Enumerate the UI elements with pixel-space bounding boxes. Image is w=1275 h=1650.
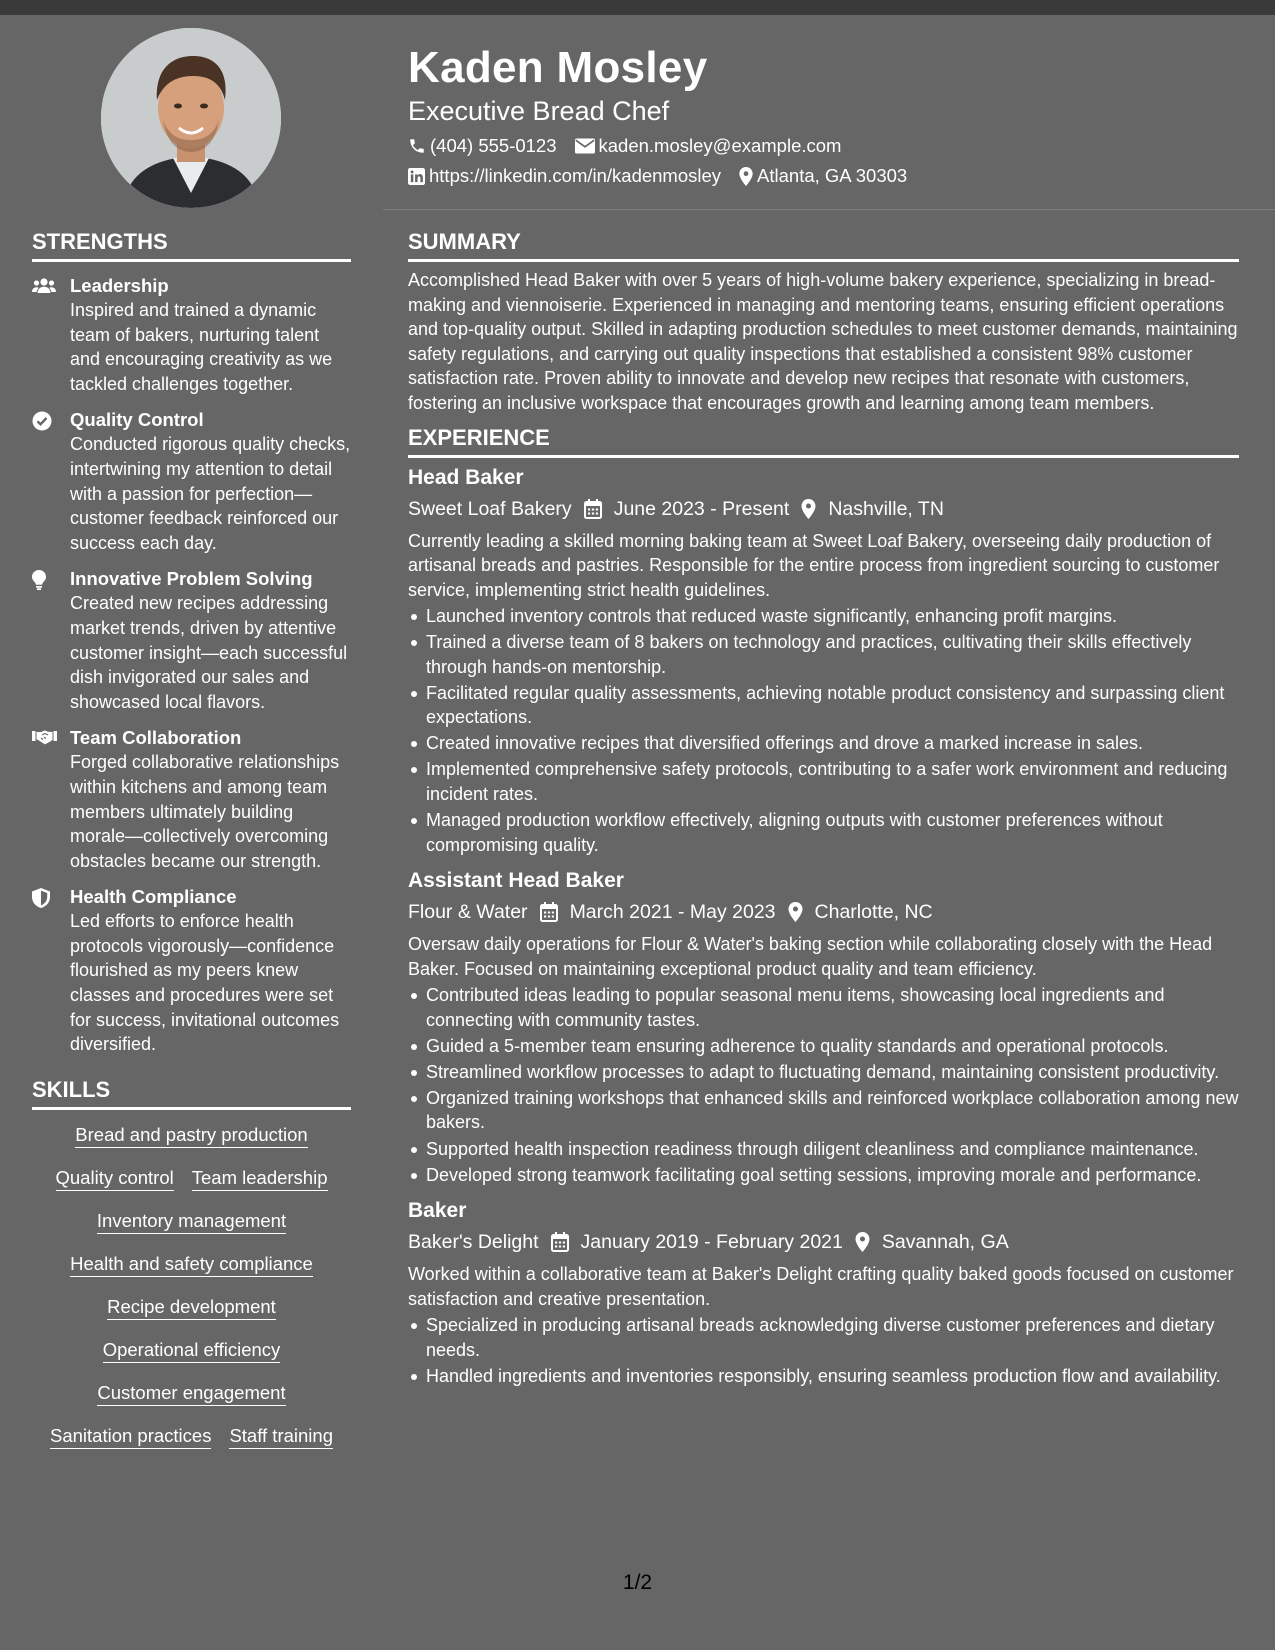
strength-item: [32, 408, 351, 555]
skill-tag: Inventory management: [97, 1209, 286, 1234]
skill-tag: Operational efficiency: [103, 1338, 281, 1363]
strength-desc: Led efforts to enforce health protocols vigorously—confidence flourished as my peers knew classes and procedures were set for success, invitational outcomes diversified.: [70, 911, 340, 1055]
contact-row-1: [408, 134, 1238, 158]
strength-desc: Conducted rigorous quality checks, intertwining my attention to detail with a passion for perfection—customer feedback reinforced our success each day.: [70, 434, 351, 553]
job-bullet: Contributed ideas leading to popular seasonal menu items, showcasing local ingredients and connecting with community tastes.: [426, 983, 1239, 1032]
skill-tag: Health and safety compliance: [70, 1252, 313, 1277]
job-location: Charlotte, NC: [814, 901, 933, 924]
job-bullet: Managed production workflow effectively, aligning outputs with customer preferences without compromising quality.: [426, 808, 1239, 857]
job-description: Currently leading a skilled morning baking team at Sweet Loaf Bakery, overseeing daily production of artisanal breads and pastries. Responsible for the entire process from ingredient sourcing to customer service, implementing strict health guidelines.: [408, 530, 1220, 600]
strength-title: Health Compliance: [70, 886, 237, 908]
job-title: Executive Bread Chef: [408, 96, 670, 126]
header-divider: [383, 209, 1275, 210]
profile-photo: [101, 28, 281, 208]
job-dates: January 2019 - February 2021: [580, 1231, 843, 1254]
map-pin-icon: [739, 167, 753, 186]
skills-heading: SKILLS: [32, 1076, 111, 1102]
contact-row-2: [408, 164, 1238, 188]
location-text: Atlanta, GA 30303: [757, 165, 908, 186]
job-bullet: Streamlined workflow processes to adapt to fluctuating demand, maintaining consistent productivity.: [426, 1060, 1239, 1085]
job-bullet: Developed strong teamwork facilitating goal setting sessions, improving morale and performance.: [426, 1163, 1239, 1188]
job-bullet: Trained a diverse team of 8 bakers on technology and practices, cultivating their skills effectively through hands-on mentorship.: [426, 630, 1239, 679]
phone-icon: [408, 137, 426, 155]
job-description: Worked within a collaborative team at Baker's Delight crafting quality baked goods focused on customer satisfaction and creative presentation.: [408, 1264, 1234, 1309]
job-entry: [408, 464, 1239, 858]
map-pin-icon: [788, 902, 803, 922]
summary-text: Accomplished Head Baker with over 5 years of high-volume bakery experience, specializing in bread-making and viennoiserie. Experienced in managing and mentoring teams, ensuring efficient operations and top-quality output. Skilled in adapting production schedules to meet customer demands, maintaining safety regulations, and carrying out quality inspections that established a consistent 98% customer satisfaction rate. Proven ability to innovate and develop new recipes that resonate with customers, fostering an inclusive workspace that encourages growth and learning among team members.: [408, 270, 1238, 413]
job-bullet: Launched inventory controls that reduced waste significantly, enhancing profit margins.: [426, 604, 1239, 629]
job-description: Oversaw daily operations for Flour & Water's baking section while collaborating closely with the Head Baker. Focused on maintaining exceptional product quality and team efficiency.: [408, 934, 1213, 979]
job-bullets: [408, 1313, 1239, 1388]
skill-tag: Team leadership: [192, 1166, 328, 1191]
linkedin-icon: [408, 168, 425, 185]
skill-tag: Quality control: [56, 1166, 174, 1191]
candidate-name: Kaden Mosley: [408, 43, 708, 92]
strength-title: Innovative Problem Solving: [70, 568, 313, 590]
job-dates: June 2023 - Present: [613, 497, 790, 520]
strengths-heading: STRENGTHS: [32, 229, 168, 254]
strength-title: Leadership: [70, 275, 169, 296]
job-bullets: [408, 604, 1239, 857]
job-role: Head Baker: [408, 465, 524, 489]
skills-list: [32, 1123, 351, 1449]
job-role: Assistant Head Baker: [408, 869, 624, 893]
skill-tag: Bread and pastry production: [75, 1123, 307, 1148]
skill-tag: Staff training: [229, 1424, 333, 1449]
calendar-icon: [584, 499, 602, 519]
phone-number: (404) 555-0123: [430, 135, 557, 156]
job-bullet: Supported health inspection readiness through diligent cleanliness and compliance maintenance.: [426, 1137, 1239, 1162]
skill-tag: Recipe development: [107, 1295, 276, 1320]
strength-item: [32, 726, 351, 873]
phone-contact[interactable]: [408, 134, 557, 158]
job-location: Nashville, TN: [828, 497, 944, 520]
strength-item: [32, 567, 351, 714]
section-rule: [408, 259, 1239, 262]
calendar-icon: [551, 1232, 569, 1252]
calendar-icon: [540, 902, 558, 922]
job-bullet: Implemented comprehensive safety protocols, contributing to a safer work environment and reducing incident rates.: [426, 757, 1239, 806]
left-column: [32, 228, 351, 1449]
email-contact[interactable]: [575, 134, 842, 158]
job-bullet: Specialized in producing artisanal breads acknowledging diverse customer preferences and dietary needs.: [426, 1313, 1239, 1362]
strength-desc: Created new recipes addressing market trends, driven by attentive customer insight—each successful dish invigorated our sales and showcased local flavors.: [70, 593, 348, 712]
email-address: kaden.mosley@example.com: [598, 135, 842, 156]
company-name: Baker's Delight: [408, 1231, 539, 1254]
location-contact: [739, 164, 907, 188]
job-bullet: Guided a 5-member team ensuring adherence to quality standards and operational protocols.: [426, 1034, 1239, 1059]
job-dates: March 2021 - May 2023: [569, 901, 776, 924]
job-bullet: Handled ingredients and inventories responsibly, ensuring seamless production flow and availability.: [426, 1364, 1239, 1389]
lightbulb-icon: [32, 570, 46, 590]
company-name: Sweet Loaf Bakery: [408, 497, 572, 520]
job-meta: [408, 899, 1239, 925]
job-meta: [408, 496, 1239, 522]
envelope-icon: [575, 138, 595, 154]
shield-icon: [32, 888, 50, 908]
strength-desc: Forged collaborative relationships within kitchens and among team members ultimately building morale—collectively overcoming obstacles became our strength.: [70, 752, 340, 871]
right-column: [408, 228, 1239, 1388]
job-entry: [408, 1197, 1239, 1388]
skill-tag: Sanitation practices: [50, 1424, 211, 1449]
page-number: 1/2: [622, 1571, 653, 1594]
linkedin-contact[interactable]: [408, 164, 721, 188]
summary-heading: SUMMARY: [408, 229, 521, 254]
strength-title: Team Collaboration: [70, 727, 242, 749]
job-meta: [408, 1229, 1239, 1255]
job-entry: [408, 867, 1239, 1187]
linkedin-url: https://linkedin.com/in/kadenmosley: [429, 165, 722, 186]
handshake-icon: [32, 729, 57, 745]
map-pin-icon: [855, 1232, 870, 1252]
experience-heading: EXPERIENCE: [408, 424, 550, 450]
strength-item: [32, 274, 351, 396]
job-bullet: Facilitated regular quality assessments, achieving notable product consistency and surpassing client expectations.: [426, 681, 1239, 730]
section-rule: [32, 259, 351, 262]
strength-desc: Inspired and trained a dynamic team of bakers, nurturing talent and encouraging creativity as we tackled challenges together.: [70, 300, 333, 394]
job-location: Savannah, GA: [881, 1231, 1009, 1254]
users-icon: [32, 277, 56, 295]
check-circle-icon: [32, 411, 52, 431]
job-bullet: Organized training workshops that enhanced skills and reinforced workplace collaboration among new bakers.: [426, 1086, 1239, 1135]
job-bullets: [408, 983, 1239, 1187]
section-rule: [408, 455, 1239, 458]
job-bullet: Created innovative recipes that diversified offerings and drove a marked increase in sales.: [426, 731, 1239, 756]
job-role: Baker: [408, 1199, 467, 1223]
resume-header: [408, 43, 1238, 188]
map-pin-icon: [801, 499, 816, 519]
skill-tag: Customer engagement: [97, 1381, 285, 1406]
strength-title: Quality Control: [70, 409, 204, 431]
company-name: Flour & Water: [408, 901, 528, 924]
section-rule: [32, 1107, 351, 1110]
strength-item: [32, 885, 351, 1057]
